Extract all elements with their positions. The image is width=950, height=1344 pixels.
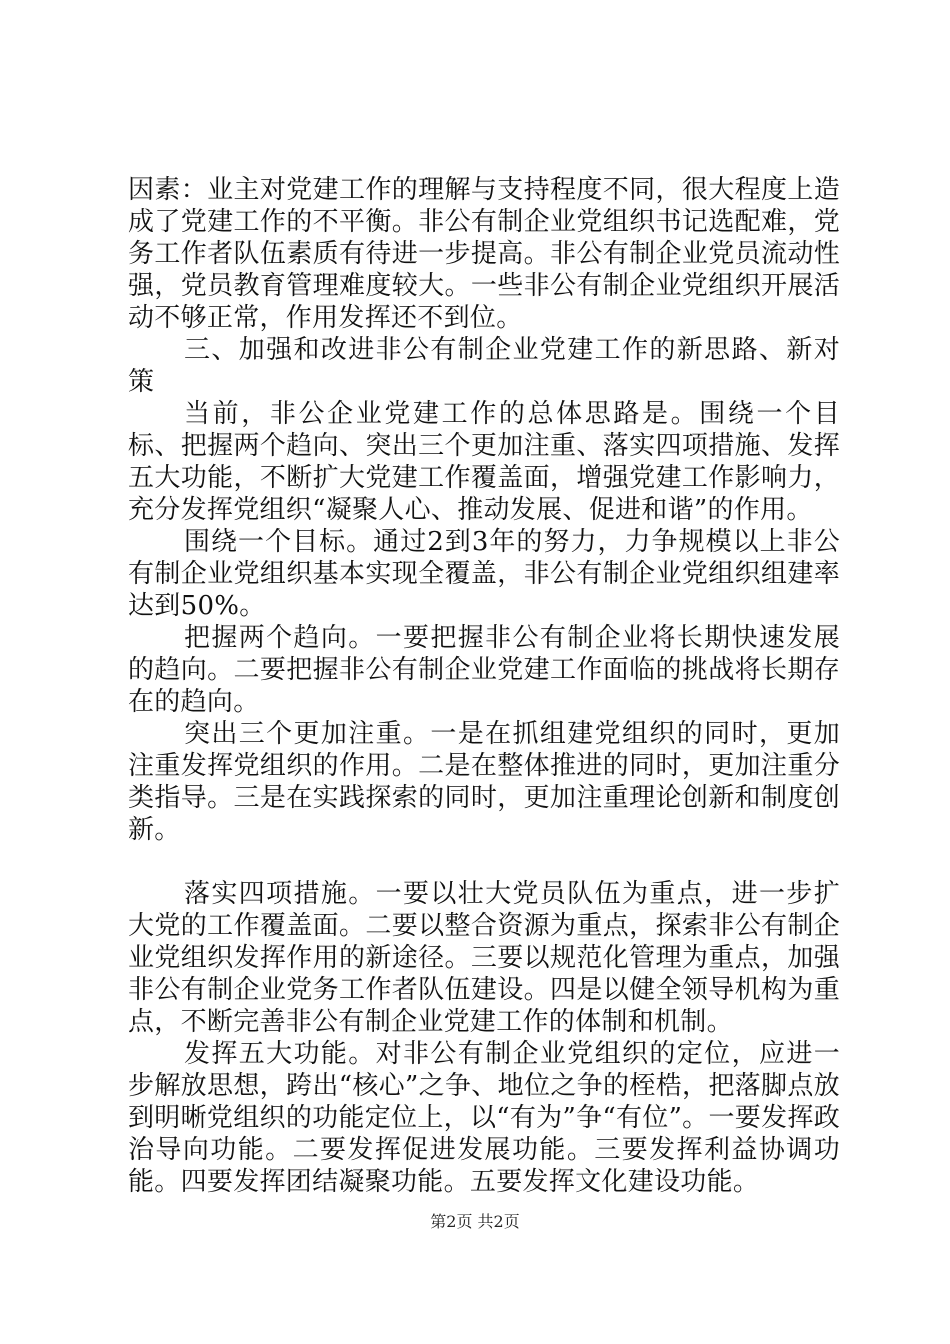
paragraph-overall-approach: 当前，非公企业党建工作的总体思路是。围绕一个目标、把握两个趋向、突出三个更加注重、落实四项措施、发挥五大功能，不断扩大党建工作覆盖面，增强党建工作影响力，充分发挥党组织“凝聚人心、推动发展、促进和谐”的作用。 (128, 399, 840, 525)
page-footer: 第2页 共2页 (430, 1212, 520, 1231)
paragraph-four-measures: 落实四项措施。一要以壮大党员队伍为重点，进一步扩大党的工作覆盖面。二要以整合资源为重点，探索非公有制企业党组织发挥作用的新途径。三要以规范化管理为重点，加强非公有制企业党务工作者队伍建设。四是以健全领导机构为重点，不断完善非公有制企业党建工作的体制和机制。 (128, 879, 840, 1037)
section-heading: 三、加强和改进非公有制企业党建工作的新思路、新对策 (128, 335, 840, 397)
paragraph-three-emphases: 突出三个更加注重。一是在抓组建党组织的同时，更加注重发挥党组织的作用。二是在整体推进的同时，更加注重分类指导。三是在实践探索的同时，更加注重理论创新和制度创新。 (128, 719, 840, 845)
paragraph-two-trends: 把握两个趋向。一要把握非公有制企业将长期快速发展的趋向。二要把握非公有制企业党建工作面临的挑战将长期存在的趋向。 (128, 623, 840, 717)
paragraph-one-goal: 围绕一个目标。通过2到3年的努力，力争规模以上非公有制企业党组织基本实现全覆盖，非公有制企业党组织组建率达到50%。 (128, 527, 840, 621)
paragraph-causes: 因素：业主对党建工作的理解与支持程度不同，很大程度上造成了党建工作的不平衡。非公有制企业党组织书记选配难，党务工作者队伍素质有待进一步提高。非公有制企业党员流动性强，党员教育管理难度较大。一些非公有制企业党组织开展活动不够正常，作用发挥还不到位。 (128, 175, 840, 333)
document-body (128, 174, 840, 1198)
paragraph-five-functions: 发挥五大功能。对非公有制企业党组织的定位，应进一步解放思想，跨出“核心”之争、地位之争的桎梏，把落脚点放到明晰党组织的功能定位上，以“有为”争“有位”。一要发挥政治导向功能。二要发挥促进发展功能。三要发挥利益协调功能。四要发挥团结凝聚功能。五要发挥文化建设功能。 (128, 1039, 840, 1197)
